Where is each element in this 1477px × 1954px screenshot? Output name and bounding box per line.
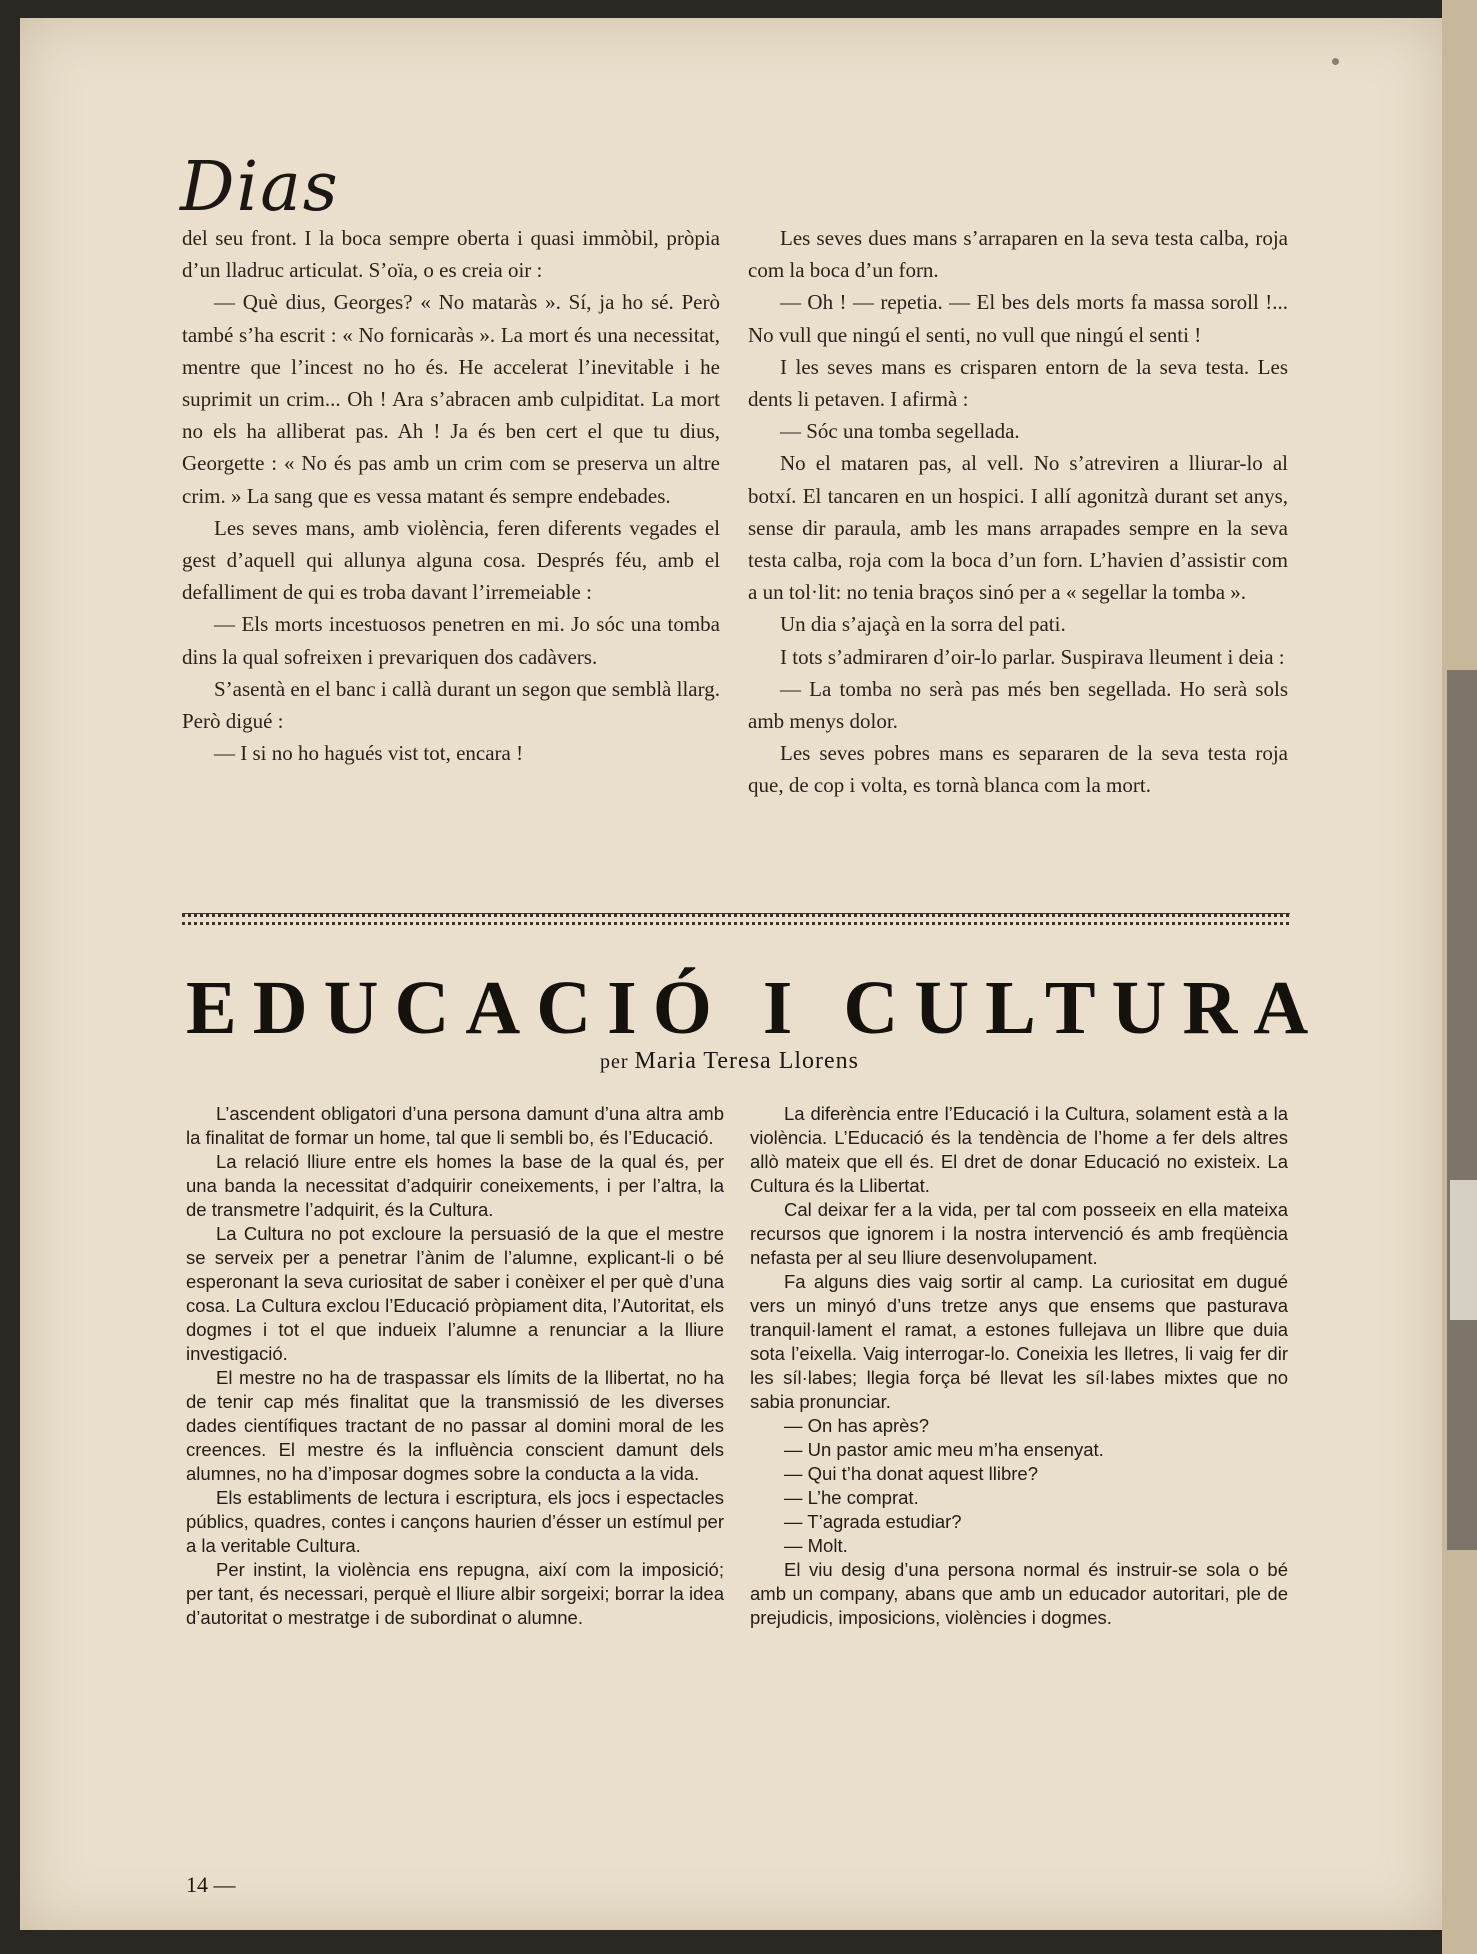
article-paragraph: La Cultura no pot excloure la persuasió de la que el mestre se serveix per a penetrar l’ànim de l’alumne, explicant-li o bé esperonant la seva curiositat de saber i conèixer el per què d’una cosa. La Cultura exclou l’Educació pròpiament dita, l’Autoritat, els dogmes i tot el que indueix l’alumne a renunciar a la lliure investigació.	[186, 1223, 724, 1364]
page-number: 14 —	[186, 1872, 236, 1897]
dialogue-line: — Qui t’ha donat aquest llibre?	[784, 1463, 1039, 1484]
section-divider	[182, 913, 1290, 925]
story-paragraph: Les seves mans, amb violència, feren diferents vegades el gest d’aquell qui allunya alguna cosa. Després féu, amb el defalliment de qui es troba davant l’irremeiable :	[182, 515, 720, 605]
story-paragraph: I les seves mans es crisparen entorn de la seva testa. Les dents li petaven. I afirmà :	[748, 354, 1288, 412]
dialogue-line: — T’agrada estudiar?	[784, 1511, 962, 1532]
article-paragraph: La diferència entre l’Educació i la Cultura, solament està a la violència. L’Educació és la tendència de l’home a fer dels altres allò mateix que ell és. El dret de donar Educació no existeix. La Cultura és la Llibertat.	[750, 1103, 1288, 1196]
next-page-photo-highlight	[1450, 1180, 1477, 1320]
story-right-column	[748, 222, 1288, 802]
article-paragraph: Cal deixar fer a la vida, per tal com posseeix en ella mateixa recursos que ignorem i la nostra intervenció és amb freqüència nefasta per al seu lliure desenvolupament.	[750, 1199, 1288, 1268]
story-paragraph: — I si no ho hagués vist tot, encara !	[214, 741, 524, 766]
article-paragraph: Els establiments de lectura i escriptura, els jocs i espectacles públics, quadres, contes i cançons haurien d’ésser un estímul per a la veritable Cultura.	[186, 1487, 724, 1556]
story-paragraph: — Oh ! — repetia. — El bes dels morts fa massa soroll !... No vull que ningú el senti, no vull que ningú el senti !	[748, 290, 1288, 347]
story-paragraph: Les seves dues mans s’arraparen en la seva testa calba, roja com la boca d’un forn.	[748, 226, 1288, 283]
story-paragraph: Un dia s’ajaçà en la sorra del pati.	[780, 612, 1066, 637]
article-paragraph: El mestre no ha de traspassar els límits de la llibertat, no ha de tenir cap més finalitat que la transmissió de les diverses dades científiques tractant de no passar al domini moral de les creences. El mestre és la influència conscient damunt dels alumnes, no ha d’imposar dogmes sobre la conducta a la vida.	[186, 1367, 724, 1484]
story-paragraph: I tots s’admiraren d’oir-lo parlar. Suspirava lleument i deia :	[780, 644, 1285, 669]
byline-prefix: per	[600, 1051, 629, 1073]
article-paragraph: El viu desig d’una persona normal és instruir-se sola o bé amb un company, abans que amb un educador autoritari, ple de prejudicis, imposicions, violències i dogmes.	[750, 1559, 1288, 1628]
dialogue-line: — Molt.	[784, 1535, 848, 1556]
story-left-column	[182, 222, 720, 769]
article-paragraph: L’ascendent obligatori d’una persona damunt d’una altra amb la finalitat de formar un home, tal que li sembli bo, és l’Educació.	[186, 1103, 724, 1148]
article-byline	[600, 1048, 859, 1075]
story-paragraph: — Els morts incestuosos penetren en mi. Jo sóc una tomba dins la qual sofreixen i prevariquen dos cadàvers.	[182, 612, 720, 669]
next-page-photo	[1447, 670, 1477, 1550]
dialogue-line: — L’he comprat.	[784, 1487, 919, 1508]
story-paragraph: — Sóc una tomba segellada.	[780, 419, 1020, 444]
dialogue-line: — Un pastor amic meu m’ha ensenyat.	[784, 1439, 1104, 1460]
story-paragraph: Les seves pobres mans es separaren de la seva testa roja que, de cop i volta, es tornà blanca com la mort.	[748, 741, 1288, 798]
article-paragraph: Fa alguns dies vaig sortir al camp. La curiositat em dugué vers un minyó d’uns tretze anys que ensems que pasturava tranquil·lament el ramat, a estones fullejava un llibre que duia sota l’eixella. Vaig interrogar-lo. Coneixia les lletres, li vaig fer dir les síl·labes; llegia força bé llevat les síl·labes mixtes que no sabia pronunciar.	[750, 1271, 1288, 1412]
article-paragraph: La relació lliure entre els homes la base de la qual és, per una banda la necessitat d’adquirir coneixements, i per l’altra, la de transmetre l’adquirit, és la Cultura.	[186, 1151, 724, 1220]
story-paragraph: — Què dius, Georges? « No mataràs ». Sí, ja ho sé. Però també s’ha escrit : « No fornicaràs ». La mort és una necessitat, mentre que l’incest no ho és. He accelerat l’inevitable i he suprimit un crim... Oh ! Ara s’abracen amb culpiditat. La mort no els ha alliberat pas. Ah ! Ja és ben cert el que tu dius, Georgette : « No és pas amb un crim com se preserva un altre crim. » La sang que es vessa matant és sempre endebades.	[182, 290, 720, 508]
page-speck	[1332, 58, 1339, 65]
article-title: EDUCACIÓ I CULTURA	[186, 966, 1325, 1050]
article-author: Maria Teresa Llorens	[634, 1048, 860, 1074]
dialogue-line: — On has après?	[784, 1415, 929, 1436]
article-right-column	[750, 1102, 1288, 1630]
story-paragraph: S’asentà en el banc i callà durant un segon que semblà llarg. Però digué :	[182, 676, 720, 734]
story-paragraph: No el mataren pas, al vell. No s’atreviren a lliurar-lo al botxí. El tancaren en un hospici. I allí agonitzà durant set anys, sense dir paraula, amb les mans arrapades sempre en la seva testa calba, roja com la boca d’un forn. L’havien d’assistir com a un tol·lit: no tenia braços sinó per a « segellar la tomba ».	[748, 451, 1288, 605]
story-paragraph: del seu front. I la boca sempre oberta i quasi immòbil, pròpia d’un lladruc articulat. S’oïa, o es creia oir :	[182, 226, 720, 283]
story-paragraph: — La tomba no serà pas més ben segellada. Ho serà sols amb menys dolor.	[748, 676, 1288, 734]
article-paragraph: Per instint, la violència ens repugna, així com la imposició; per tant, és necessari, perquè el lliure albir sorgeixi; borrar la idea d’autoritat o mestratge i de subordinat o alumne.	[186, 1559, 724, 1628]
article-left-column	[186, 1102, 724, 1630]
story-heading: Dias	[180, 148, 340, 227]
